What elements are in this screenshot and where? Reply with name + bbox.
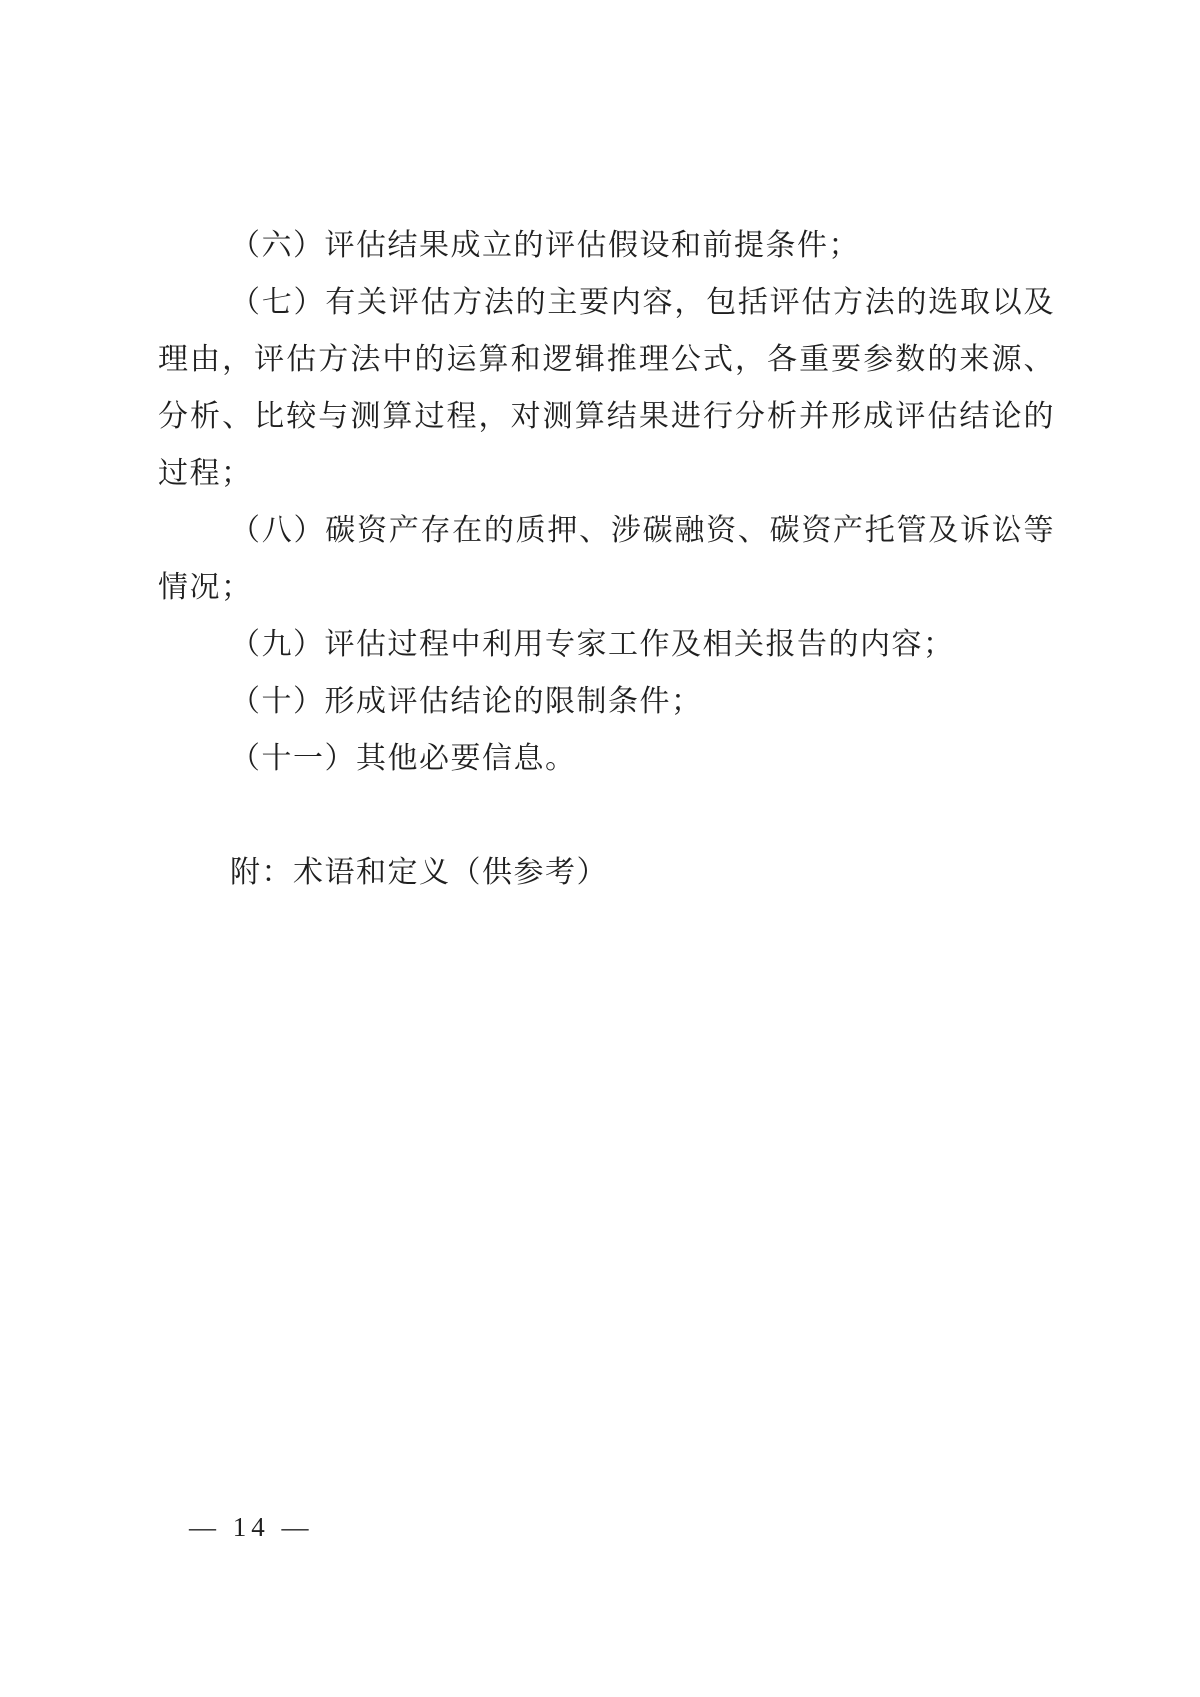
document-body xyxy=(158,217,1055,901)
list-item-seven: （七）有关评估方法的主要内容，包括评估方法的选取以及理由，评估方法中的运算和逻辑推理公式，各重要参数的来源、分析、比较与测算过程，对测算结果进行分析并形成评估结论的过程； xyxy=(158,286,1055,490)
list-item-eleven: （十一）其他必要信息。 xyxy=(230,742,577,775)
annex-note: 附：术语和定义（供参考） xyxy=(230,856,608,889)
page-number: — 14 — xyxy=(189,1512,314,1542)
list-item-ten: （十）形成评估结论的限制条件； xyxy=(230,685,703,718)
list-item-eight: （八）碳资产存在的质押、涉碳融资、碳资产托管及诉讼等情况； xyxy=(158,514,1055,604)
list-item-six: （六）评估结果成立的评估假设和前提条件； xyxy=(230,229,860,262)
page-footer xyxy=(189,1512,314,1543)
list-item-nine: （九）评估过程中利用专家工作及相关报告的内容； xyxy=(230,628,955,661)
